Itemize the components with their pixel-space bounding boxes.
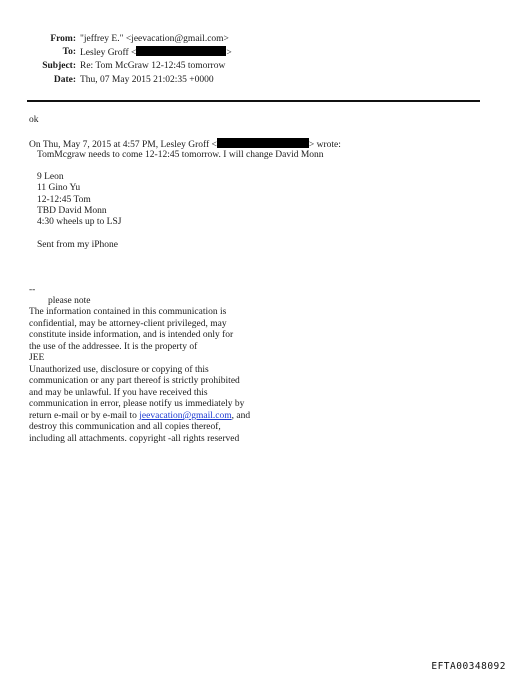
quoted-line: TBD David Monn <box>37 206 107 216</box>
disclaimer-line: communication in error, please notify us immediately by <box>29 399 245 409</box>
header-subject-row <box>0 60 400 72</box>
quoted-line: TomMcgraw needs to come 12-12:45 tomorrow. I will change David Monn <box>37 150 324 160</box>
quoted-line: 11 Gino Yu <box>37 183 81 193</box>
disclaimer-line: and may be unlawful. If you have received this <box>29 388 208 398</box>
please-note: please note <box>48 296 91 306</box>
header-divider <box>27 100 480 102</box>
reply-text: ok <box>29 115 39 125</box>
redaction-bar <box>217 138 309 148</box>
header-from-row <box>0 33 400 45</box>
notify-prefix: return e-mail or by e-mail to <box>29 411 140 421</box>
quoted-intro-prefix: On Thu, May 7, 2015 at 4:57 PM, Lesley Groff < <box>29 140 217 150</box>
document-id: EFTA00348092 <box>431 661 506 672</box>
disclaimer-line: the use of the addressee. It is the property of <box>29 342 198 352</box>
quoted-line: 4:30 wheels up to LSJ <box>37 217 122 227</box>
signature-separator: -- <box>29 285 36 295</box>
to-value-prefix: Lesley Groff < <box>80 48 137 58</box>
to-label: To: <box>62 47 76 57</box>
header-to-row <box>0 46 400 58</box>
disclaimer-line: destroy this communication and all copies thereof, <box>29 422 221 432</box>
disclaimer-line: Unauthorized use, disclosure or copying of this <box>29 365 209 375</box>
disclaimer-line: including all attachments. copyright -all rights reserved <box>29 434 240 444</box>
disclaimer-notify-line <box>29 411 250 422</box>
subject-value: Re: Tom McGraw 12-12:45 tomorrow <box>80 61 226 71</box>
disclaimer-line: JEE <box>29 353 45 363</box>
disclaimer-line: communication or any part thereof is strictly prohibited <box>29 376 240 386</box>
date-value: Thu, 07 May 2015 21:02:35 +0000 <box>80 75 214 85</box>
redaction-bar <box>136 46 226 56</box>
notify-suffix: , and <box>231 411 251 421</box>
quoted-line: 9 Leon <box>37 172 64 182</box>
quoted-line: 12-12:45 Tom <box>37 195 91 205</box>
from-label: From: <box>50 34 76 44</box>
disclaimer-line: confidential, may be attorney-client privileged, may <box>29 319 227 329</box>
quoted-line: Sent from my iPhone <box>37 240 119 250</box>
date-label: Date: <box>53 75 76 85</box>
subject-label: Subject: <box>42 61 76 71</box>
disclaimer-line: constitute inside information, and is intended only for <box>29 330 234 340</box>
to-value-suffix: > <box>226 48 232 58</box>
header-date-row <box>0 74 400 86</box>
email-link[interactable]: jeevacation@gmail.com <box>139 411 232 421</box>
quoted-intro-suffix: > wrote: <box>308 140 341 150</box>
disclaimer-line: The information contained in this communication is <box>29 307 227 317</box>
from-value: "jeffrey E." <jeevacation@gmail.com> <box>80 34 229 44</box>
